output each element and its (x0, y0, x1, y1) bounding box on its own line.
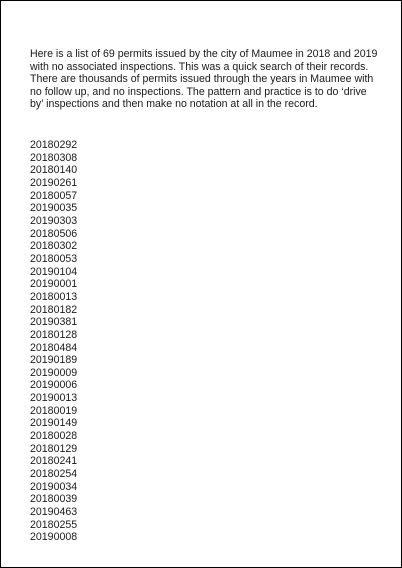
permit-number: 20180292 (30, 139, 78, 151)
permit-number: 20190006 (30, 379, 78, 392)
permit-number: 20190013 (30, 392, 78, 405)
permit-number: 20180308 (30, 151, 78, 164)
permit-number: 20190463 (30, 506, 78, 519)
permit-list (30, 139, 77, 544)
permit-number: 20180057 (30, 189, 78, 202)
permit-number: 20180129 (30, 442, 78, 455)
permit-number: 20190001 (30, 278, 78, 291)
permit-number: 20180255 (30, 518, 78, 531)
permit-number: 20180506 (30, 227, 78, 240)
permit-number: 20190035 (30, 202, 78, 215)
permit-number: 20180053 (30, 252, 78, 265)
permit-number: 20180028 (30, 430, 78, 443)
permit-number: 20180182 (30, 303, 78, 316)
permit-number: 20190149 (30, 417, 78, 430)
permit-number: 20180019 (30, 404, 78, 417)
permit-number: 20180039 (30, 493, 78, 506)
permit-number: 20180254 (30, 468, 78, 481)
permit-number: 20190189 (30, 354, 78, 367)
permit-number: 20190261 (30, 176, 78, 189)
permit-number: 20180128 (30, 328, 78, 341)
permit-number: 20180302 (30, 240, 78, 253)
permit-number: 20190008 (30, 531, 78, 544)
permit-number: 20180484 (30, 341, 78, 354)
permit-number: 20180140 (30, 164, 78, 177)
permit-number: 20180013 (30, 290, 78, 303)
permit-number: 20190303 (30, 214, 78, 227)
permit-number: 20190034 (30, 480, 78, 493)
permit-number: 20180241 (30, 455, 78, 468)
permit-number: 20190104 (30, 265, 78, 278)
intro-paragraph: Here is a list of 69 permits issued by the city of Maumee in 2018 and 2019 with no associated inspections. This was a quick search of their records. There are thousands of permits issued through the years in Maumee with no follow up, and no inspections. The pattern and practice is to do ‘drive by’ inspections and then make no notation at all in the record. (30, 48, 378, 111)
permit-number: 20190381 (30, 316, 78, 329)
permit-number: 20190009 (30, 366, 78, 379)
